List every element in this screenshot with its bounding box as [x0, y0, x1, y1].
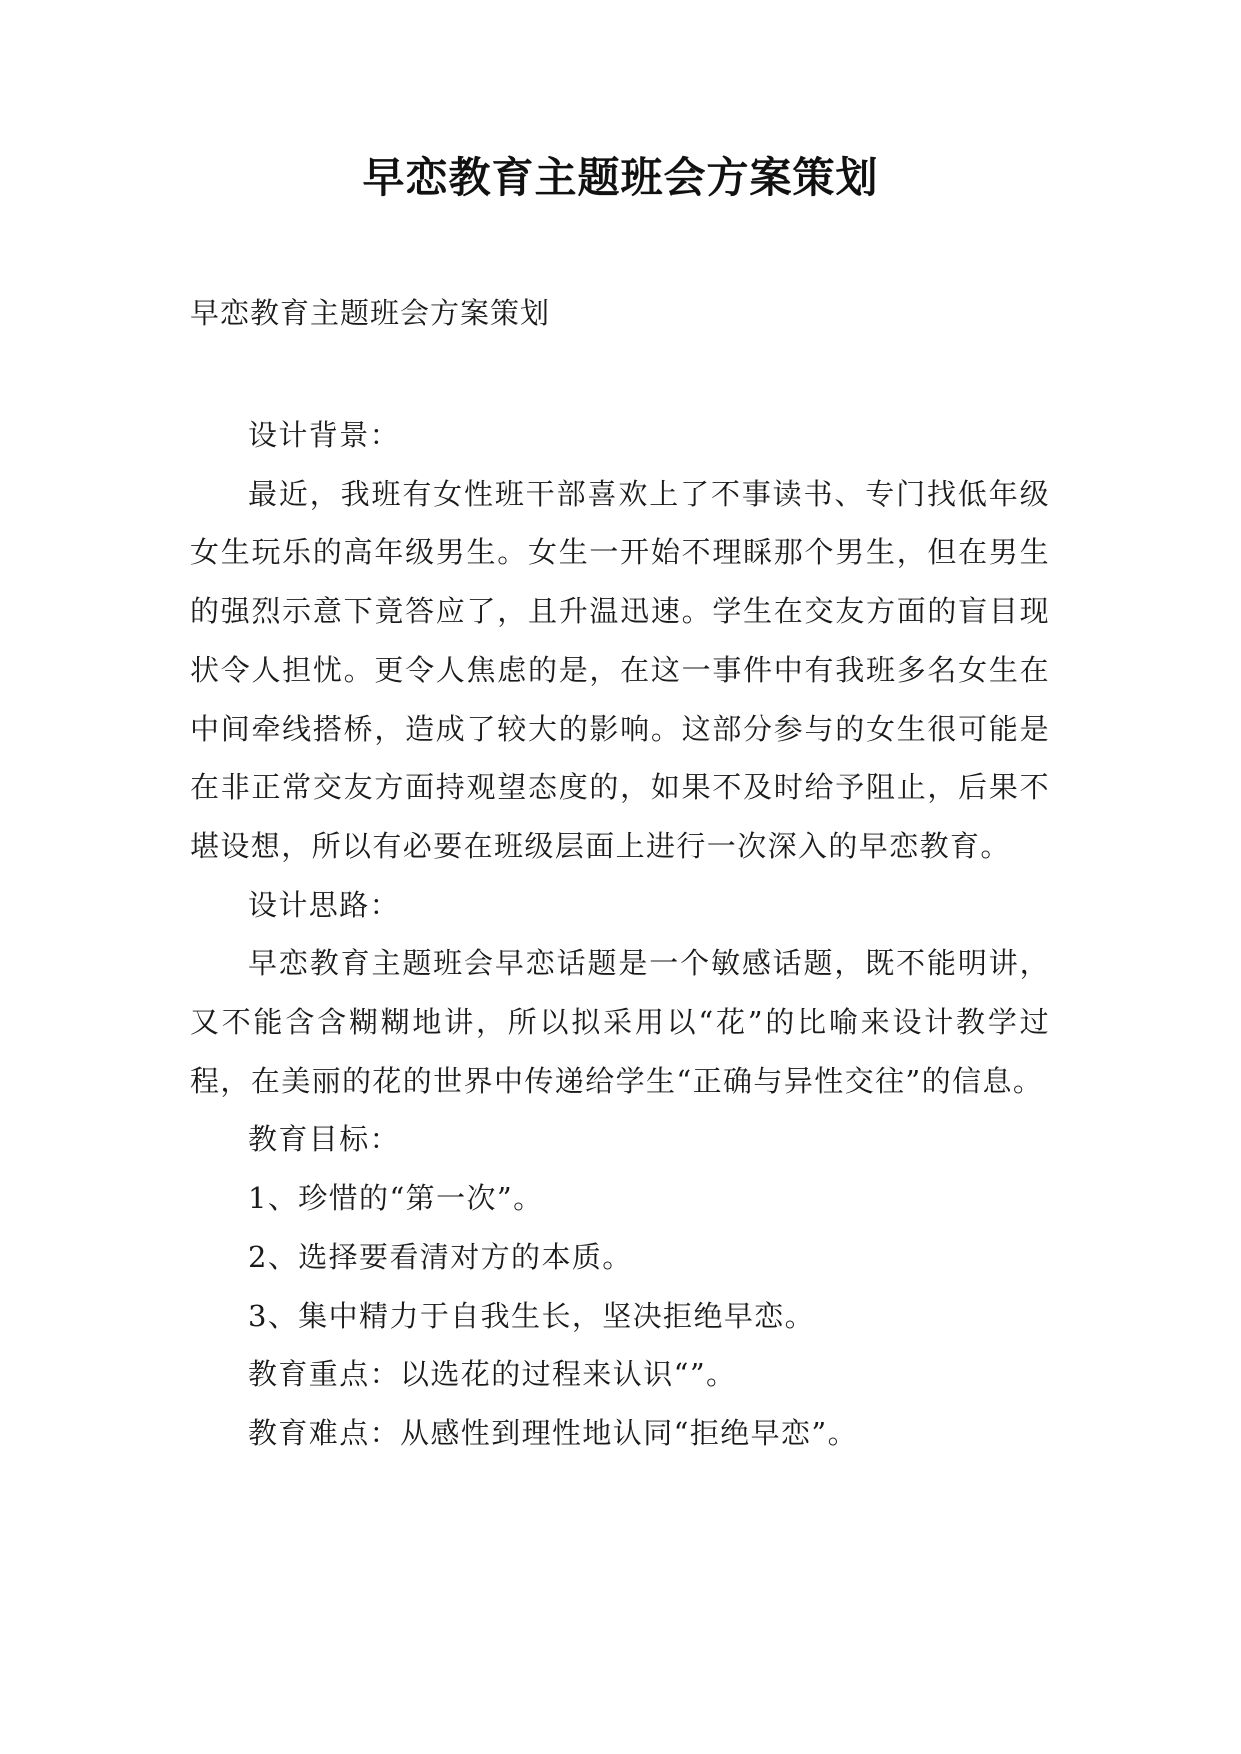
document-body: [190, 406, 1050, 1463]
paragraph-background: 最近，我班有女性班干部喜欢上了不事读书、专门找低年级女生玩乐的高年级男生。女生一开始不理睬那个男生，但在男生的强烈示意下竟答应了，且升温迅速。学生在交友方面的盲目现状令人担忧。更令人焦虑的是，在这一事件中有我班多名女生在中间牵线搭桥，造成了较大的影响。这部分参与的女生很可能是在非正常交友方面持观望态度的，如果不及时给予阻止，后果不堪设想，所以有必要在班级层面上进行一次深入的早恋教育。: [190, 476, 1050, 863]
document-title: 早恋教育主题班会方案策划: [362, 153, 879, 202]
heading-design-approach: 设计思路：: [248, 887, 401, 922]
goal-item-2: 2、选择要看清对方的本质。: [248, 1239, 633, 1274]
document-subtitle: 早恋教育主题班会方案策划: [190, 296, 551, 330]
goal-item-1: 1、珍惜的“第一次”。: [248, 1181, 544, 1216]
heading-education-goals: 教育目标：: [248, 1122, 401, 1157]
paragraph-approach: 早恋教育主题班会早恋话题是一个敏感话题，既不能明讲，又不能含含糊糊地讲，所以拟采用以“花”的比喻来设计教学过程，在美丽的花的世界中传递给学生“正确与异性交往”的信息。: [190, 946, 1050, 1098]
education-key-point: 教育重点：以选花的过程来认识“”。: [248, 1357, 737, 1392]
education-difficulty: 教育难点：从感性到理性地认同“拒绝早恋”。: [248, 1415, 859, 1450]
heading-design-background: 设计背景：: [248, 418, 401, 452]
goal-item-3: 3、集中精力于自我生长，坚决拒绝早恋。: [248, 1298, 816, 1333]
